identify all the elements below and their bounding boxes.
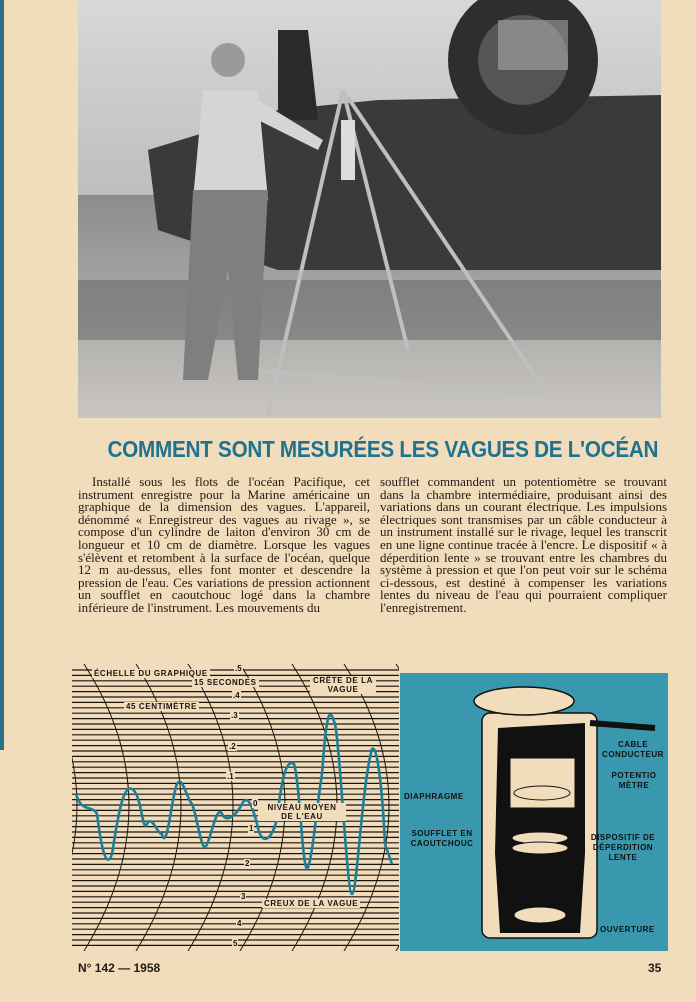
article-column-right: soufflet commandent un potentiomètre se trouvant dans la chambre intermédiaire, produisant ainsi des variations dans un courant électrique. Les impulsions électriques sont transmises par un câble conducteur à un instrument installé sur le rivage, lequel les transcrit en une ligne continue tracée à l'encre. Le dispositif « à déperdition lente » se trouvant entre les chambres du système à pression et que l'on peut voir sur le schéma ci-dessous, est destiné à compenser les variations lentes du niveau de l'eau qui pourraient compliquer l'enregistrement. <box>380 474 667 615</box>
article-title: COMMENT SONT MESURÉES LES VAGUES DE L'OCÉAN <box>107 436 659 462</box>
scale-tick-label: .3 <box>231 711 238 720</box>
page-edge-stripe <box>0 0 4 750</box>
wave-record-chart <box>72 664 399 951</box>
scale-tick-label: .1 <box>227 772 234 781</box>
crest-label: CRÊTE DE LA VAGUE <box>310 676 376 694</box>
scale-tick-label: 0 <box>253 799 258 808</box>
trough-label: CREUX DE LA VAGUE <box>264 899 359 908</box>
issue-number: N° 142 — 1958 <box>78 961 161 975</box>
scale-tick-label: 3 <box>241 892 246 901</box>
article-column-left: Installé sous les flots de l'océan Pacifique, cet instrument enregistre pour la Marine américaine un graphique de la dimension des vagues. L'appareil, dénommé « Enregistreur des vagues au rivage », se compose d'un cylindre de laiton d'environ 30 cm de longueur et 10 cm de diamètre. Lorsque les vagues s'élèvent et retombent à la surface de l'océan, quelque 12 m au-dessus, elles font monter et descendre la pression de l'eau. Ces variations de pression actionnent un soufflet en caoutchouc logé dans la chambre inférieure de l'instrument. Les mouvements du <box>78 474 370 615</box>
label-cable-conductor: CABLE CONDUCTEUR <box>602 740 664 759</box>
scale-tick-label: .5 <box>235 664 242 673</box>
label-slow-leak-device: DISPOSITIF DE DÉPERDITION LENTE <box>590 833 656 862</box>
scale-tick-label: 2 <box>245 859 250 868</box>
scale-tick-label: .4 <box>233 691 240 700</box>
photo-wave-recorder-tripod <box>78 0 661 418</box>
page-number: 35 <box>648 961 662 975</box>
time-scale-label: 15 SECONDES <box>194 678 257 687</box>
scale-tick-label: .2 <box>229 742 236 751</box>
height-scale-label: 45 CENTIMÈTRE <box>126 702 197 711</box>
scale-label: ÉCHELLE DU GRAPHIQUE <box>94 669 208 678</box>
label-rubber-bellows: SOUFFLET EN CAOUTCHOUC <box>410 829 474 848</box>
mean-level-label: NIVEAU MOYEN DE L'EAU <box>258 803 346 821</box>
scale-tick-label: 4 <box>237 919 242 928</box>
scale-tick-label: 5 <box>233 939 238 948</box>
label-opening: OUVERTURE <box>600 925 655 934</box>
label-potentiometer: POTENTIO MÈTRE <box>611 771 657 790</box>
label-diaphragm: DIAPHRAGME <box>404 792 464 801</box>
recorder-cutaway-diagram <box>400 673 668 951</box>
scale-tick-label: 1 <box>249 824 254 833</box>
